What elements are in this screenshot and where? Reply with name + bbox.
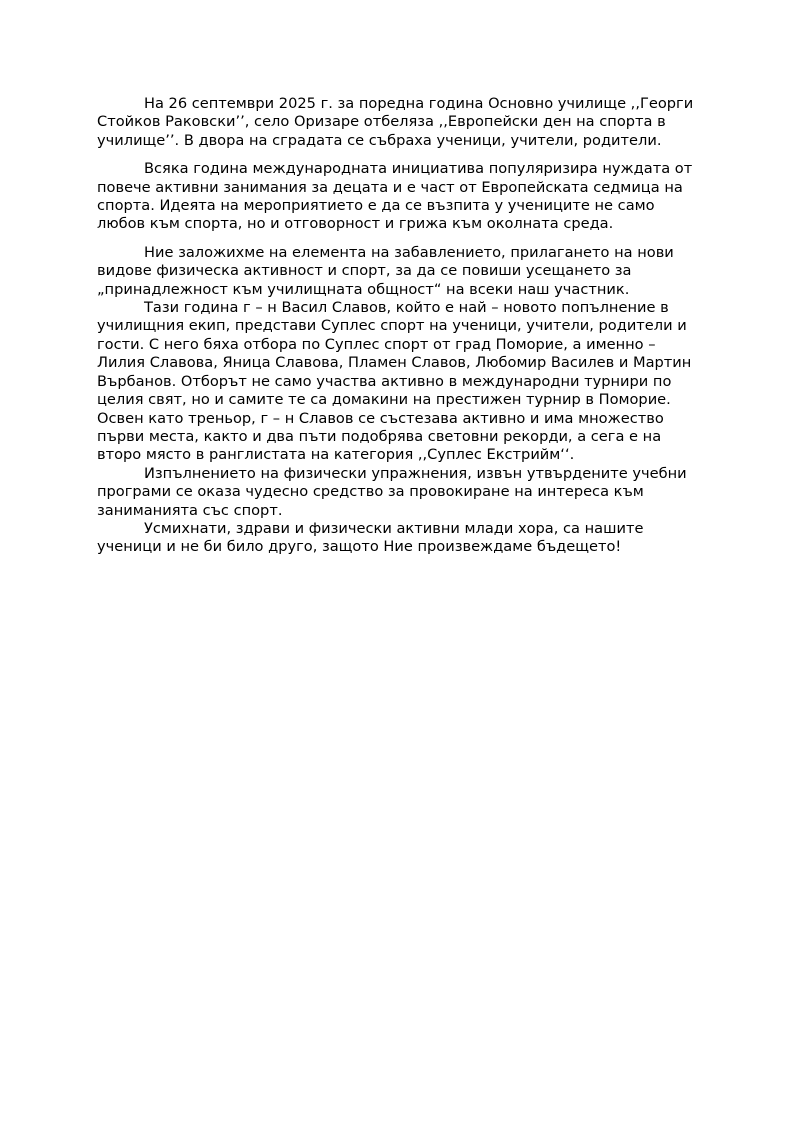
paragraph-1 [97,95,697,150]
paragraph-3 [97,244,697,299]
text-line: гости. С него бяха отбора по Суплес спорт от град Поморие, а именно – [97,335,656,353]
paragraph-2 [97,160,697,234]
text-line: Ние заложихме на елемента на забавлението, прилагането на нови [144,243,674,261]
text-line: училищния екип, представи Суплес спорт на ученици, учители, родители и [97,317,687,335]
text-line: Всяка година международната инициатива популяризира нуждата от [144,160,693,178]
paragraph-6 [97,520,697,557]
text-line: Лилия Славова, Яница Славова, Пламен Славов, Любомир Василев и Мартин [97,354,692,372]
text-line: Върбанов. Отборът не само участва активно в международни турнири по [97,372,672,390]
text-line: Изпълнението на физически упражнения, извън утвърдените учебни [144,464,687,482]
paragraph-4 [97,299,697,465]
text-line: целия свят, но и самите те са домакини на престижен турнир в Поморие. [97,391,671,409]
text-line: Стойков Раковски’’, село Оризаре отбеляза ,,Европейски ден на спорта в [97,113,666,131]
text-line: видове физическа активност и спорт, за да се повиши усещането за [97,262,632,280]
text-line: повече активни занимания за децата и е част от Европейската седмица на [97,178,683,196]
text-line: ученици и не би било друго, защото Ние произвеждаме бъдещето! [97,538,622,556]
text-line: заниманията със спорт. [97,501,283,519]
text-line: училище’’. В двора на сградата се събраха ученици, учители, родители. [97,131,662,149]
text-line: спорта. Идеята на мероприятието е да се възпита у учениците не само [97,197,655,215]
text-line: програми се оказа чудесно средство за провокиране на интереса към [97,483,644,501]
text-line: любов към спорта, но и отговорност и грижа към околната среда. [97,215,614,233]
text-line: второ място в ранглистата на категория ,,Суплес Екстрийм‘‘. [97,446,575,464]
text-line: Тази година г – н Васил Славов, който е най – новото попълнение в [144,299,669,317]
text-line: На 26 септември 2025 г. за поредна година Основно училище ,,Георги [144,95,694,112]
text-line: Освен като треньор, г – н Славов се състезава активно и има множество [97,409,664,427]
text-line: първи места, както и два пъти подобрява световни рекорди, а сега е на [97,427,662,445]
document-body [97,95,697,557]
paragraph-5 [97,465,697,520]
text-line: „принадлежност към училищната общност“ на всеки наш участник. [97,280,630,298]
text-line: Усмихнати, здрави и физически активни млади хора, са нашите [144,519,644,537]
